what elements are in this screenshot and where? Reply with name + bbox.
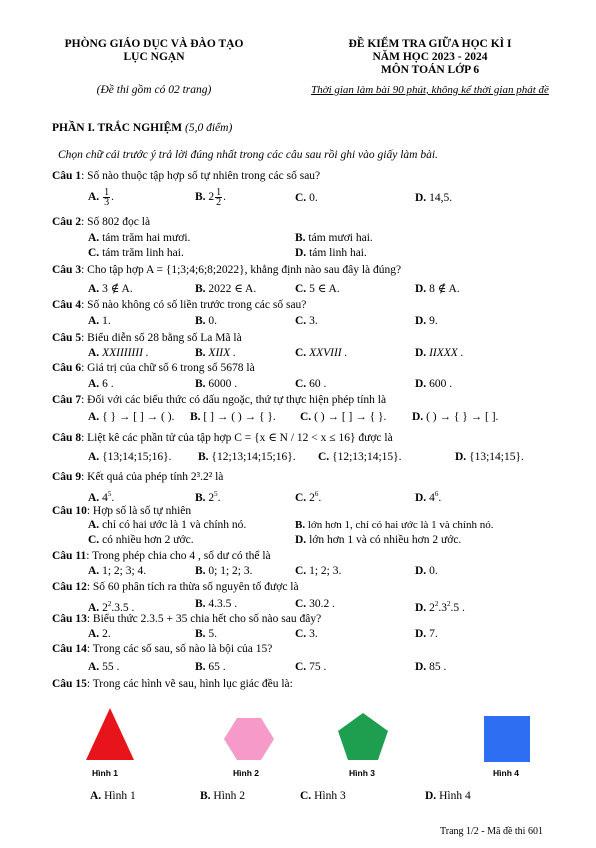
q7-option-b: B. [ ] → ( ) → { }. <box>190 411 276 423</box>
question-8: Câu 8: Liệt kê các phần tử của tập hợp C = {x ∈ N / 12 < x ≤ 16} được là <box>52 432 393 444</box>
q13-option-d: D. 7. <box>415 628 438 640</box>
q9-option-d: D. $4^6$. <box>415 490 442 504</box>
q12-option-c: C. 30.2 . <box>295 598 335 610</box>
q10-option-c: C. có nhiều hơn 2 ước. <box>88 534 194 546</box>
q5-option-c: C. XXVIII . <box>295 347 348 359</box>
instruction: Chọn chữ cái trước ý trả lời đúng nhất trong các câu sau rồi ghi vào giấy làm bài. <box>58 149 438 161</box>
question-6: Câu 6: Giá trị của chữ số 6 trong số 5678 là <box>52 362 255 374</box>
q3-option-a: A. 3 ∉ A. <box>88 283 133 295</box>
page-footer: Trang 1/2 - Mã đề thi 601 <box>440 826 543 837</box>
header-right <box>300 38 560 77</box>
page-count-note: (Đề thi gồm có 02 trang) <box>96 84 212 96</box>
q4-option-d: D. 9. <box>415 315 438 327</box>
q3-option-b: B. 2022 ∈ A. <box>195 283 257 295</box>
figure-caption-1: Hình 1 <box>92 768 118 778</box>
q6-option-d: D. 600 . <box>415 378 453 390</box>
question-4: Câu 4: Số nào không có số liền trước trong các số sau? <box>52 299 307 311</box>
q14-option-d: D. 85 . <box>415 661 447 673</box>
department-name: PHÒNG GIÁO DỤC VÀ ĐÀO TẠO <box>64 38 244 50</box>
q5-option-a: A. XXIIIIIII . <box>88 347 149 359</box>
q13-option-c: C. 3. <box>295 628 318 640</box>
question-2: Câu 2: Số 802 đọc là <box>52 216 151 228</box>
q9-option-a: A. $4^5$. <box>88 490 115 504</box>
square-shape <box>484 716 530 762</box>
q1-option-c: C. 0. <box>295 192 318 204</box>
q2-option-d: D. tám linh hai. <box>295 247 367 259</box>
question-15: Câu 15: Trong các hình vẽ sau, hình lục giác đều là: <box>52 678 293 690</box>
time-note: Thời gian làm bài 90 phút, không kể thời gian phát đề <box>311 84 549 96</box>
q6-option-b: B. 6000 . <box>195 378 238 390</box>
question-13: Câu 13: Biểu thức 2.3.5 + 35 chia hết cho số nào sau đây? <box>52 613 322 625</box>
header-left <box>40 38 268 64</box>
q4-option-b: B. 0. <box>195 315 218 327</box>
q10-option-d: D. lớn hơn 1 và có nhiều hơn 2 ước. <box>295 534 462 546</box>
q15-option-c: C. Hình 3 <box>300 790 346 802</box>
q2-option-a: A. tám trăm hai mươi. <box>88 232 191 244</box>
question-5: Câu 5: Biểu diễn số 28 bằng số La Mã là <box>52 332 242 344</box>
q15-option-d: D. Hình 4 <box>425 790 471 802</box>
q9-option-c: C. $2^6$. <box>295 490 322 504</box>
q7-option-d: D. ( ) → { } → [ ]. <box>412 411 499 423</box>
q13-option-b: B. 5. <box>195 628 218 640</box>
q1-option-a: A. $\frac{1}{3}$ . <box>88 187 114 208</box>
question-12: Câu 12: Số 60 phân tích ra thừa số nguyên tố được là <box>52 581 299 593</box>
shapes-figure <box>0 700 596 770</box>
q10-option-b: B. lớn hơn 1, chỉ có hai ước là 1 và chính nó. <box>295 519 494 531</box>
q4-option-a: A. 1. <box>88 315 111 327</box>
pentagon-shape <box>338 713 388 760</box>
q7-option-a: A. { } → [ ] → ( ). <box>88 411 175 423</box>
question-7: Câu 7: Đối với các biểu thức có dấu ngoặc, thứ tự thực hiện phép tính là <box>52 394 387 406</box>
q14-option-a: A. 55 . <box>88 661 120 673</box>
q12-option-d: D. $2^2.3^2.5$ . <box>415 600 465 614</box>
figure-caption-2: Hình 2 <box>233 768 259 778</box>
q3-option-d: D. 8 ∉ A. <box>415 283 460 295</box>
hexagon-shape <box>224 718 274 760</box>
q12-option-a: A. $2^2.3.5$ . <box>88 600 135 614</box>
q8-option-a: A. {13;14;15;16}. <box>88 451 172 463</box>
q13-option-a: A. 2. <box>88 628 111 640</box>
district-name: LỤC NGẠN <box>123 51 185 63</box>
q15-option-b: B. Hình 2 <box>200 790 246 802</box>
q1-option-d: D. 14,5. <box>415 192 453 204</box>
school-year: NĂM HỌC 2023 - 2024 <box>372 51 488 63</box>
question-14: Câu 14: Trong các số sau, số nào là bội của 15? <box>52 643 273 655</box>
q6-option-c: C. 60 . <box>295 378 327 390</box>
q14-option-b: B. 65 . <box>195 661 226 673</box>
figure-caption-4: Hình 4 <box>493 768 519 778</box>
figure-caption-3: Hình 3 <box>349 768 375 778</box>
q8-option-c: C. {12;13;14;15}. <box>318 451 402 463</box>
exam-title: ĐỀ KIỂM TRA GIỮA HỌC KÌ I <box>348 38 512 50</box>
q2-option-c: C. tám trăm linh hai. <box>88 247 184 259</box>
q5-option-d: D. IIXXX . <box>415 347 464 359</box>
section-points: (5,0 điểm) <box>185 122 233 134</box>
q2-option-b: B. tám mươi hai. <box>295 232 373 244</box>
question-9: Câu 9: Kết quả của phép tính 2³.2² là <box>52 471 224 483</box>
q9-option-b: B. $2^5$. <box>195 490 221 504</box>
q4-option-c: C. 3. <box>295 315 318 327</box>
question-11: Câu 11: Trong phép chia cho 4 , số dư có thể là <box>52 550 271 562</box>
q11-option-d: D. 0. <box>415 565 438 577</box>
q12-option-b: B. 4.3.5 . <box>195 598 238 610</box>
q7-option-c: C. ( ) → [ ] → { }. <box>300 411 387 423</box>
q11-option-c: C. 1; 2; 3. <box>295 565 342 577</box>
triangle-shape <box>86 708 134 760</box>
q8-option-b: B. {12;13;14;15;16}. <box>198 451 296 463</box>
q15-option-a: A. Hình 1 <box>90 790 136 802</box>
q11-option-a: A. 1; 2; 3; 4. <box>88 565 147 577</box>
q3-option-c: C. 5 ∈ A. <box>295 283 340 295</box>
q11-option-b: B. 0; 1; 2; 3. <box>195 565 253 577</box>
question-10: Câu 10: Hợp số là số tự nhiên <box>52 505 192 517</box>
question-3: Câu 3: Cho tập hợp A = {1;3;4;6;8;2022}, khẳng định nào sau đây là đúng? <box>52 264 402 276</box>
question-1: Câu 1: Số nào thuộc tập hợp số tự nhiên trong các số sau? <box>52 170 321 182</box>
q6-option-a: A. 6 . <box>88 378 114 390</box>
q8-option-d: D. {13;14;15}. <box>455 451 524 463</box>
q5-option-b: B. XIIX . <box>195 347 236 359</box>
subject: MÔN TOÁN LỚP 6 <box>380 64 480 76</box>
section-title <box>52 122 232 134</box>
q10-option-a: A. chỉ có hai ước là 1 và chính nó. <box>88 519 247 531</box>
q14-option-c: C. 75 . <box>295 661 327 673</box>
q1-option-b: B. 2 $\frac{1}{2}$ . <box>195 187 227 208</box>
section-title-text: PHẦN I. TRẮC NGHIỆM <box>52 122 183 134</box>
